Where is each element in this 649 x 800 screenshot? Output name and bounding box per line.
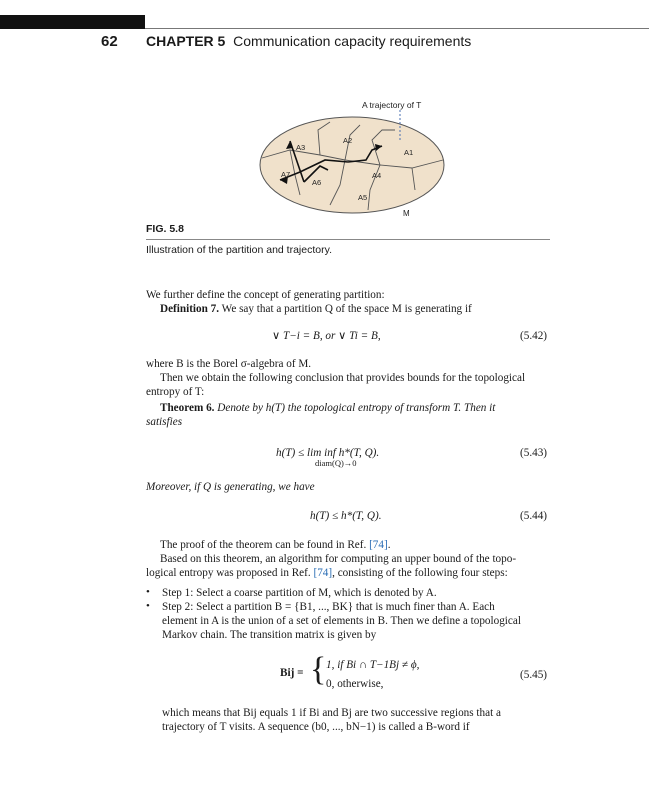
means-paragraph-1: which means that Bij equals 1 if Bi and Bj are two successive regions that a	[162, 707, 501, 719]
proof-text: The proof of the theorem can be found in Ref.	[160, 539, 370, 551]
reference-74[interactable]: [74]	[369, 539, 388, 551]
equation-5-45-case-1: 1, if Bi ∩ T−1Bj ≠ ϕ,	[326, 659, 420, 671]
paragraph-then-1: Then we obtain the following conclusion that provides bounds for the topological	[160, 372, 526, 384]
based-paragraph-2	[146, 566, 508, 580]
chapter-heading	[146, 33, 471, 49]
equation-5-43-sub: diam(Q)→0	[315, 458, 357, 468]
equation-5-42-number: (5.42)	[520, 330, 548, 342]
paragraph-then-2: entropy of T:	[146, 386, 205, 398]
equation-5-45-lhs: Bij =	[280, 667, 304, 679]
reference-74-b[interactable]: [74]	[313, 567, 333, 579]
definition-label: Definition 7.	[160, 303, 220, 315]
region-a1: A1	[404, 148, 414, 157]
header-rule	[145, 28, 649, 29]
definition-text: We say that a partition Q of the space M is generating if	[221, 303, 472, 315]
theorem-label: Theorem 6.	[160, 402, 215, 414]
proof-end: .	[387, 539, 391, 551]
paragraph-1: We further define the concept of generating partition:	[146, 289, 385, 301]
equation-5-43-number: (5.43)	[520, 447, 548, 459]
equation-5-45-case-2: 0, otherwise,	[326, 678, 384, 690]
step-2-line-2: element in A is the union of a set of elements in B. Then we define a topological	[162, 615, 521, 627]
paragraph-where: where B is the Borel σ-algebra of M.	[146, 358, 312, 370]
equation-5-43: h(T) ≤ lim inf h*(T, Q).	[276, 447, 380, 459]
bullet-2: •	[146, 600, 150, 612]
region-a6: A6	[312, 178, 322, 187]
theorem-6	[160, 401, 495, 415]
equation-5-42: ∨ T−i = B, or ∨ Ti = B,	[272, 330, 381, 342]
based-text: logical entropy was proposed in Ref.	[146, 567, 314, 579]
partition-figure	[255, 95, 455, 220]
means-paragraph-2: trajectory of T visits. A sequence (b0, ..., bN−1) is called a B-word if	[162, 721, 470, 733]
region-a4: A4	[372, 171, 382, 180]
figure-rule	[146, 239, 550, 240]
region-a7: A7	[281, 170, 291, 179]
page-number: 62	[101, 33, 118, 50]
moreover-text: Moreover, if Q is generating, we have	[146, 481, 315, 493]
theorem-text-1: Denote by h(T) the topological entropy of transform T. Then it	[217, 402, 496, 414]
equation-5-44: h(T) ≤ h*(T, Q).	[310, 510, 382, 522]
equation-brace: {	[310, 651, 327, 688]
step-2-line-3: Markov chain. The transition matrix is given by	[162, 629, 377, 641]
figure-caption: Illustration of the partition and trajectory.	[146, 244, 332, 256]
space-label: M	[403, 209, 410, 218]
region-a2: A2	[343, 136, 353, 145]
region-a3: A3	[296, 143, 306, 152]
bullet-1: •	[146, 586, 150, 598]
theorem-text-2: satisfies	[146, 416, 183, 428]
header-bar	[0, 15, 145, 29]
equation-5-45-number: (5.45)	[520, 669, 548, 681]
step-2-line-1: Step 2: Select a partition B = {B1, ..., BK} that is much finer than A. Each	[162, 601, 495, 613]
region-a5: A5	[358, 193, 368, 202]
equation-5-44-number: (5.44)	[520, 510, 548, 522]
proof-paragraph	[160, 538, 391, 552]
based-text-end: , consisting of the following four steps:	[332, 567, 508, 579]
figure-label: FIG. 5.8	[146, 223, 184, 235]
chapter-label: CHAPTER 5	[146, 33, 226, 49]
definition-7	[160, 302, 472, 316]
chapter-title: Communication capacity requirements	[233, 33, 472, 49]
based-paragraph-1: Based on this theorem, an algorithm for computing an upper bound of the topo-	[160, 553, 517, 565]
trajectory-label: A trajectory of T	[362, 100, 422, 110]
step-1: Step 1: Select a coarse partition of M, which is denoted by A.	[162, 587, 437, 599]
space-ellipse	[260, 117, 444, 213]
